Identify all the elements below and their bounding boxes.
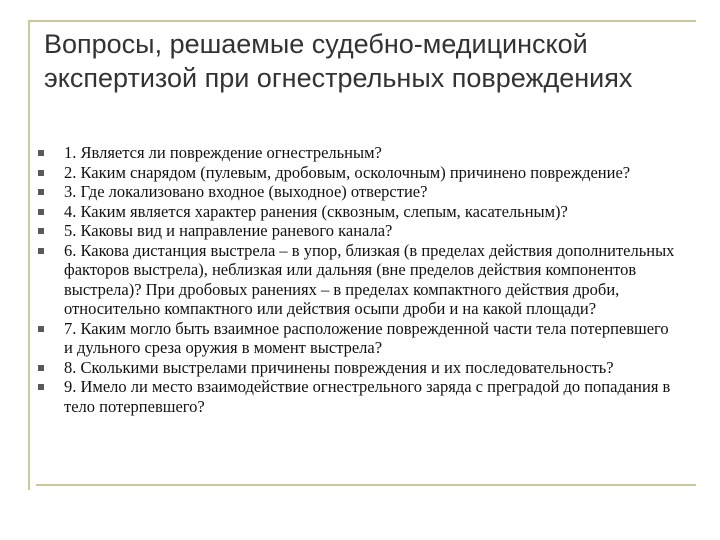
list-item (36, 377, 676, 416)
question-list (36, 143, 676, 416)
left-rule-line (28, 20, 30, 490)
list-item (36, 358, 676, 378)
list-item (36, 319, 676, 358)
list-item-text: 1. Является ли повреждение огнестрельным? (64, 143, 382, 162)
list-item (36, 202, 676, 222)
list-item (36, 182, 676, 202)
square-bullet-icon (38, 248, 44, 254)
bottom-rule-line (36, 484, 696, 486)
square-bullet-icon (38, 228, 44, 234)
square-bullet-icon (38, 209, 44, 215)
list-item-text: 5. Каковы вид и направление раневого канала? (64, 221, 393, 240)
slide-title: Вопросы, решаемые судебно-медицинской экспертизой при огнестрельных повреждениях (44, 29, 633, 93)
square-bullet-icon (38, 189, 44, 195)
square-bullet-icon (38, 170, 44, 176)
list-item (36, 241, 676, 319)
top-rule-line (28, 20, 696, 22)
list-item-text: 9. Имело ли место взаимодействие огнестрельного заряда с преградой до попадания в тело потерпевшего? (64, 377, 671, 416)
square-bullet-icon (38, 384, 44, 390)
square-bullet-icon (38, 326, 44, 332)
list-item-text: 7. Каким могло быть взаимное расположение поврежденной части тела потерпевшего и дульного среза оружия в момент выстрела? (64, 318, 669, 357)
list-item (36, 143, 676, 163)
list-item (36, 163, 676, 183)
list-item-text: 6. Какова дистанция выстрела – в упор, близкая (в пределах действия дополнительных факторов выстрела), неблизкая или дальняя (вне пределов действия компонентов выстрела)? При дробовых ранениях – в пределах компактного действия дроби, относительно компактного или действия осыпи дроби и на какой площади? (64, 240, 675, 318)
list-item-text: 8. Сколькими выстрелами причинены повреждения и их последовательность? (64, 357, 614, 377)
list-item-text: 3. Где локализовано входное (выходное) отверстие? (64, 182, 428, 201)
list-item-text: 4. Каким является характер ранения (сквозным, слепым, касательным)? (64, 201, 568, 221)
list-item (36, 221, 676, 241)
square-bullet-icon (38, 150, 44, 156)
square-bullet-icon (38, 365, 44, 371)
list-item-text: 2. Каким снарядом (пулевым, дробовым, осколочным) причинено повреждение? (64, 162, 631, 182)
